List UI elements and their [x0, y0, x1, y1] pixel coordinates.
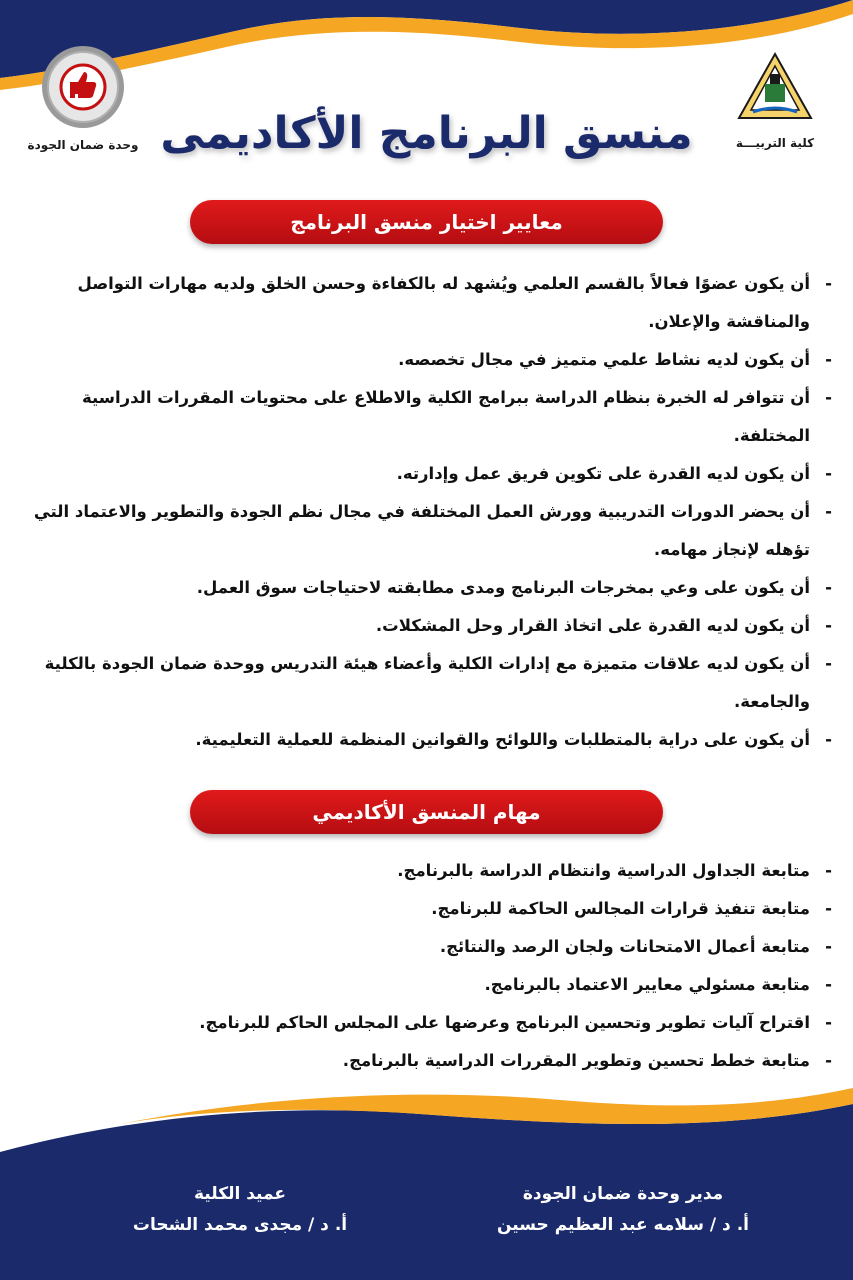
dean-signature	[100, 1180, 380, 1242]
quality-logo	[18, 44, 148, 152]
list-item: - متابعة تنفيذ قرارات المجالس الحاكمة للبرنامج.	[32, 890, 832, 928]
list-item: - أن يكون على دراية بالمتطلبات واللوائح والقوانين المنظمة للعملية التعليمية.	[32, 721, 832, 759]
quality-director-role: مدير وحدة ضمان الجودة	[522, 1184, 724, 1204]
list-item: - اقتراح آليات تطوير وتحسين البرنامج وعرضها على المجلس الحاكم للبرنامج.	[32, 1004, 832, 1042]
criteria-heading: معايير اختيار منسق البرنامج	[190, 200, 663, 244]
faculty-logo	[725, 48, 825, 150]
list-item: - متابعة أعمال الامتحانات ولجان الرصد والنتائج.	[32, 928, 832, 966]
list-item: - أن يكون لديه القدرة على تكوين فريق عمل وإدارته.	[32, 455, 832, 493]
tasks-list	[32, 852, 832, 1080]
list-item: - أن يحضر الدورات التدريبية وورش العمل المختلفة في مجال نظم الجودة والتطوير والاعتماد التي تؤهله لإنجاز مهامه.	[32, 493, 832, 569]
list-item: - أن تتوافر له الخبرة بنظام الدراسة ببرامج الكلية والاطلاع على محتويات المقررات الدراسية المختلفة.	[32, 379, 832, 455]
page-title: منسق البرنامج الأكاديمى	[160, 108, 693, 159]
list-item: - متابعة مسئولي معايير الاعتماد بالبرنامج.	[32, 966, 832, 1004]
list-item: - أن يكون لديه نشاط علمي متميز في مجال تخصصه.	[32, 341, 832, 379]
thumbs-up-seal-icon	[40, 44, 126, 130]
quality-director-name: أ. د / سلامه عبد العظيم حسين	[497, 1215, 749, 1235]
quality-caption: وحدة ضمان الجودة	[27, 138, 139, 152]
dean-name: أ. د / مجدى محمد الشحات	[132, 1215, 348, 1235]
tasks-heading: مهام المنسق الأكاديمي	[190, 790, 663, 834]
list-item: - أن يكون على وعي بمخرجات البرنامج ومدى مطابقته لاحتياجات سوق العمل.	[32, 569, 832, 607]
list-item: - متابعة الجداول الدراسية وانتظام الدراسة بالبرنامج.	[32, 852, 832, 890]
list-item: - أن يكون لديه علاقات متميزة مع إدارات الكلية وأعضاء هيئة التدريس ووحدة ضمان الجودة بالكلية والجامعة.	[32, 645, 832, 721]
faculty-emblem-icon	[735, 48, 815, 128]
dean-role: عميد الكلية	[194, 1184, 286, 1204]
quality-director-signature	[463, 1180, 783, 1242]
faculty-caption: كلية التربيـــة	[735, 136, 815, 150]
criteria-list	[32, 265, 832, 759]
list-item: - متابعة خطط تحسين وتطوير المقررات الدراسية بالبرنامج.	[32, 1042, 832, 1080]
list-item: - أن يكون لديه القدرة على اتخاذ القرار وحل المشكلات.	[32, 607, 832, 645]
list-item: - أن يكون عضوًا فعالاً بالقسم العلمي ويُشهد له بالكفاءة وحسن الخلق ولديه مهارات التواصل والمناقشة والإعلان.	[32, 265, 832, 341]
